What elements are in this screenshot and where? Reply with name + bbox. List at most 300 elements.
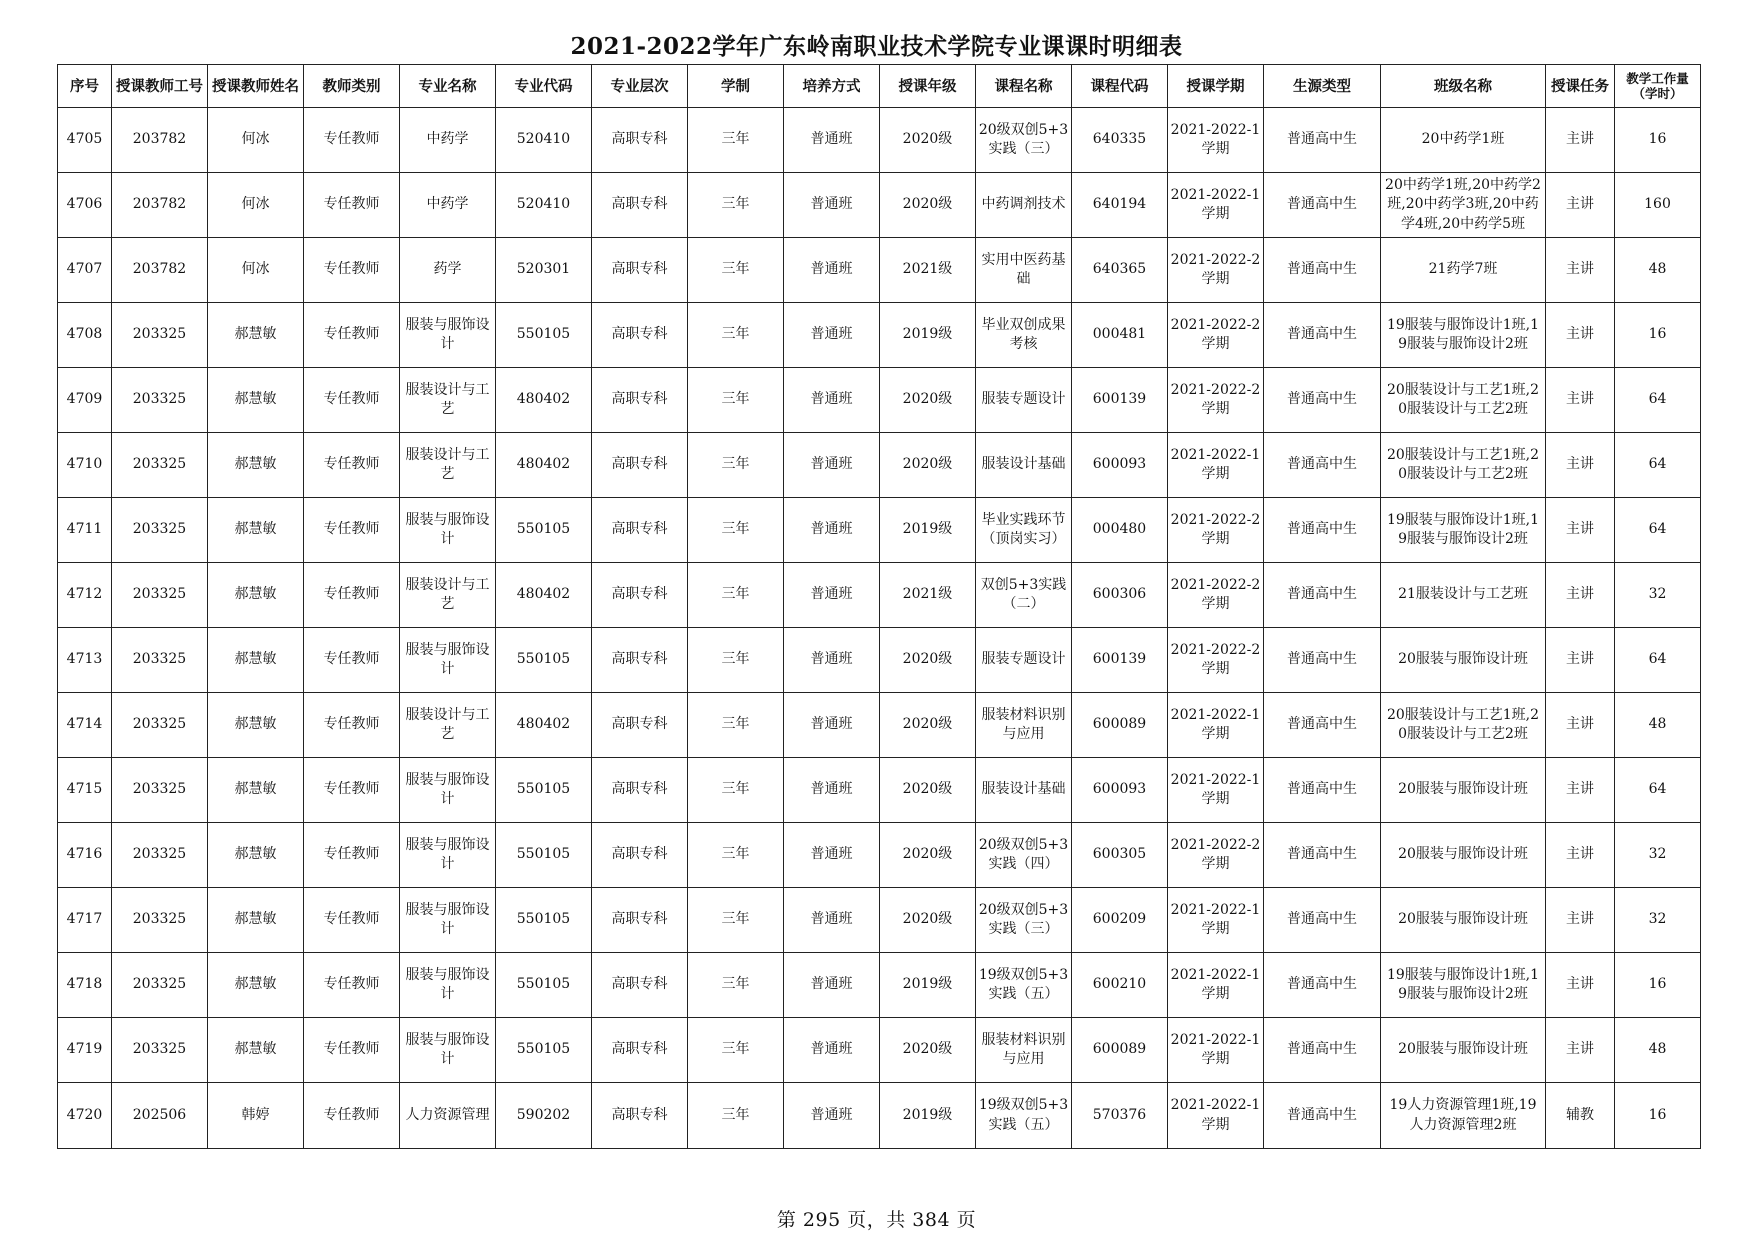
table-cell <box>496 238 592 303</box>
table-cell <box>784 823 880 888</box>
cell-text: 普通班 <box>810 586 853 603</box>
table-cell <box>208 108 304 173</box>
cell-text: 2021级 <box>902 261 953 278</box>
table-cell <box>1072 758 1168 823</box>
table-row <box>58 303 1701 368</box>
table-cell <box>208 628 304 693</box>
table-cell <box>688 758 784 823</box>
cell-text: 2021-2022-2学期 <box>1170 251 1261 287</box>
cell-text: 550105 <box>516 521 571 538</box>
cell-text: 520410 <box>516 196 571 213</box>
table-cell <box>400 303 496 368</box>
cell-text: 普通高中生 <box>1287 261 1357 278</box>
cell-text: 主讲 <box>1566 456 1594 473</box>
cell-text: 服装与服饰设计 <box>405 1031 490 1067</box>
table-cell <box>880 173 976 238</box>
table-cell <box>784 758 880 823</box>
table-cell <box>208 1018 304 1083</box>
table-cell <box>1264 303 1381 368</box>
table-cell <box>1264 888 1381 953</box>
table-cell <box>1381 108 1546 173</box>
table-row <box>58 1083 1701 1149</box>
cell-text: 2021-2022-2学期 <box>1170 836 1261 872</box>
table-row <box>58 888 1701 953</box>
table-cell <box>112 888 208 953</box>
cell-text: 20服装与服饰设计班 <box>1398 781 1528 798</box>
header-row <box>58 65 1701 108</box>
column-header: 专业层次 <box>592 65 688 108</box>
table-cell <box>400 953 496 1018</box>
cell-text: 203782 <box>132 196 187 213</box>
cell-text: 主讲 <box>1566 326 1594 343</box>
table-cell <box>1546 238 1615 303</box>
cell-text: 16 <box>1648 976 1667 993</box>
table-cell <box>112 1018 208 1083</box>
cell-text: 毕业实践环节（顶岗实习） <box>981 511 1066 547</box>
cell-text: 4713 <box>66 651 103 668</box>
cell-text: 普通高中生 <box>1287 521 1357 538</box>
table-cell <box>208 303 304 368</box>
table-cell <box>304 628 400 693</box>
cell-text: 2021-2022-2学期 <box>1170 381 1261 417</box>
table-cell <box>1168 108 1264 173</box>
cell-text: 16 <box>1648 326 1667 343</box>
cell-text: 普通班 <box>810 976 853 993</box>
cell-text: 普通高中生 <box>1287 391 1357 408</box>
table-cell <box>1264 563 1381 628</box>
cell-text: 高职专科 <box>611 976 668 993</box>
table-cell <box>880 1083 976 1149</box>
table-cell <box>688 368 784 433</box>
table-cell <box>1546 953 1615 1018</box>
table-cell <box>976 628 1072 693</box>
cell-text: 550105 <box>516 326 571 343</box>
table-cell <box>1072 823 1168 888</box>
cell-text: 郝慧敏 <box>234 1041 277 1058</box>
table-cell <box>1381 823 1546 888</box>
cell-text: 专任教师 <box>323 781 380 798</box>
table-cell <box>400 1018 496 1083</box>
cell-text: 普通高中生 <box>1287 976 1357 993</box>
table-cell <box>400 433 496 498</box>
cell-text: 郝慧敏 <box>234 651 277 668</box>
cell-text: 600305 <box>1092 846 1147 863</box>
cell-text: 服装材料识别与应用 <box>981 706 1066 742</box>
table-cell <box>784 498 880 563</box>
cell-text: 550105 <box>516 651 571 668</box>
table-cell <box>1264 238 1381 303</box>
cell-text: 600209 <box>1092 911 1147 928</box>
cell-text: 郝慧敏 <box>234 911 277 928</box>
cell-text: 主讲 <box>1566 716 1594 733</box>
table-cell <box>880 303 976 368</box>
cell-text: 2021-2022-1学期 <box>1170 901 1261 937</box>
table-cell <box>208 758 304 823</box>
table-cell <box>1615 628 1701 693</box>
cell-text: 主讲 <box>1566 1041 1594 1058</box>
cell-text: 2019级 <box>902 1106 953 1123</box>
cell-text: 普通班 <box>810 456 853 473</box>
cell-text: 专任教师 <box>323 456 380 473</box>
cell-text: 三年 <box>721 326 750 343</box>
cell-text: 2021-2022-1学期 <box>1170 186 1261 222</box>
cell-text: 4709 <box>66 391 103 408</box>
table-cell <box>688 888 784 953</box>
cell-text: 主讲 <box>1566 391 1594 408</box>
table-cell <box>304 433 400 498</box>
cell-text: 600210 <box>1092 976 1147 993</box>
table-cell <box>880 693 976 758</box>
table-cell <box>1546 823 1615 888</box>
cell-text: 韩婷 <box>241 1106 270 1123</box>
cell-text: 2020级 <box>902 456 953 473</box>
table-cell <box>1615 563 1701 628</box>
table-cell <box>688 498 784 563</box>
table-cell <box>784 108 880 173</box>
cell-text: 郝慧敏 <box>234 716 277 733</box>
cell-text: 高职专科 <box>611 521 668 538</box>
cell-text: 203325 <box>132 326 187 343</box>
table-cell <box>976 303 1072 368</box>
cell-text: 普通班 <box>810 1041 853 1058</box>
cell-text: 520301 <box>516 261 571 278</box>
table-cell <box>1264 108 1381 173</box>
cell-text: 郝慧敏 <box>234 781 277 798</box>
table-cell <box>304 563 400 628</box>
cell-text: 专任教师 <box>323 586 380 603</box>
table-cell <box>1546 1018 1615 1083</box>
table-row <box>58 1018 1701 1083</box>
table-cell <box>58 238 112 303</box>
cell-text: 主讲 <box>1566 196 1594 213</box>
table-cell <box>1072 238 1168 303</box>
cell-text: 000481 <box>1092 326 1147 343</box>
table-cell <box>400 563 496 628</box>
table-cell <box>1615 693 1701 758</box>
cell-text: 48 <box>1648 261 1667 278</box>
cell-text: 服装专题设计 <box>981 391 1066 408</box>
cell-text: 人力资源管理 <box>405 1106 490 1123</box>
cell-text: 203782 <box>132 261 187 278</box>
table-cell <box>592 1018 688 1083</box>
table-cell <box>1168 303 1264 368</box>
column-header: 培养方式 <box>784 65 880 108</box>
table-cell <box>1546 498 1615 563</box>
table-cell <box>58 953 112 1018</box>
table-cell <box>400 758 496 823</box>
cell-text: 三年 <box>721 781 750 798</box>
cell-text: 2020级 <box>902 196 953 213</box>
table-cell <box>112 1083 208 1149</box>
table-cell <box>1381 953 1546 1018</box>
cell-text: 辅教 <box>1566 1106 1594 1123</box>
table-cell <box>496 823 592 888</box>
cell-text: 203325 <box>132 456 187 473</box>
cell-text: 20服装设计与工艺1班,20服装设计与工艺2班 <box>1386 706 1540 742</box>
cell-text: 4712 <box>66 586 103 603</box>
table-cell <box>58 693 112 758</box>
cell-text: 32 <box>1648 846 1667 863</box>
table-cell <box>496 173 592 238</box>
table-cell <box>400 368 496 433</box>
table-cell <box>58 823 112 888</box>
table-cell <box>688 563 784 628</box>
cell-text: 普通高中生 <box>1287 456 1357 473</box>
cell-text: 160 <box>1644 196 1671 213</box>
table-cell <box>58 108 112 173</box>
cell-text: 三年 <box>721 521 750 538</box>
cell-text: 19级双创5+3实践（五） <box>978 1097 1069 1133</box>
table-row <box>58 433 1701 498</box>
column-header: 生源类型 <box>1264 65 1381 108</box>
cell-text: 专任教师 <box>323 651 380 668</box>
cell-text: 2020级 <box>902 131 953 148</box>
table-cell <box>784 1018 880 1083</box>
cell-text: 480402 <box>516 456 571 473</box>
table-cell <box>1381 498 1546 563</box>
table-cell <box>208 823 304 888</box>
table-cell <box>1072 628 1168 693</box>
column-header: 教学工作量（学时） <box>1615 65 1701 108</box>
cell-text: 普通高中生 <box>1287 911 1357 928</box>
table-cell <box>1546 628 1615 693</box>
cell-text: 高职专科 <box>611 1106 668 1123</box>
table-cell <box>1168 693 1264 758</box>
table-cell <box>1168 1083 1264 1149</box>
table-cell <box>976 888 1072 953</box>
cell-text: 2021-2022-1学期 <box>1170 1031 1261 1067</box>
table-cell <box>784 563 880 628</box>
cell-text: 主讲 <box>1566 521 1594 538</box>
cell-text: 640194 <box>1092 196 1147 213</box>
cell-text: 16 <box>1648 1106 1667 1123</box>
table-cell <box>1168 433 1264 498</box>
cell-text: 高职专科 <box>611 196 668 213</box>
cell-text: 高职专科 <box>611 326 668 343</box>
table-cell <box>592 693 688 758</box>
cell-text: 600093 <box>1092 456 1147 473</box>
table-cell <box>784 368 880 433</box>
cell-text: 三年 <box>721 261 750 278</box>
table-cell <box>1168 498 1264 563</box>
table-cell <box>1546 1083 1615 1149</box>
cell-text: 550105 <box>516 911 571 928</box>
cell-text: 专任教师 <box>323 976 380 993</box>
cell-text: 2020级 <box>902 911 953 928</box>
cell-text: 4706 <box>66 196 103 213</box>
cell-text: 203325 <box>132 781 187 798</box>
cell-text: 专任教师 <box>323 911 380 928</box>
table-cell <box>784 433 880 498</box>
cell-text: 2021-2022-2学期 <box>1170 316 1261 352</box>
cell-text: 2019级 <box>902 976 953 993</box>
table-cell <box>880 758 976 823</box>
cell-text: 主讲 <box>1566 586 1594 603</box>
cell-text: 64 <box>1648 521 1667 538</box>
table-row <box>58 758 1701 823</box>
table-cell <box>880 368 976 433</box>
cell-text: 郝慧敏 <box>234 521 277 538</box>
table-cell <box>112 433 208 498</box>
cell-text: 普通班 <box>810 651 853 668</box>
table-cell <box>1546 693 1615 758</box>
table-cell <box>1168 368 1264 433</box>
cell-text: 590202 <box>516 1106 571 1123</box>
table-cell <box>58 1083 112 1149</box>
cell-text: 203325 <box>132 651 187 668</box>
table-cell <box>496 1083 592 1149</box>
cell-text: 20级双创5+3实践（三） <box>978 901 1069 937</box>
cell-text: 19人力资源管理1班,19人力资源管理2班 <box>1389 1097 1537 1133</box>
cell-text: 高职专科 <box>611 651 668 668</box>
table-cell <box>304 173 400 238</box>
table-cell <box>1615 368 1701 433</box>
cell-text: 2020级 <box>902 846 953 863</box>
cell-text: 19服装与服饰设计1班,19服装与服饰设计2班 <box>1386 511 1540 547</box>
column-header: 授课任务 <box>1546 65 1615 108</box>
table-body <box>58 108 1701 1149</box>
table-row <box>58 823 1701 888</box>
table-cell <box>1264 953 1381 1018</box>
table-cell <box>1072 953 1168 1018</box>
cell-text: 21服装设计与工艺班 <box>1398 586 1528 603</box>
cell-text: 21药学7班 <box>1428 261 1498 278</box>
table-cell <box>1615 173 1701 238</box>
cell-text: 服装与服饰设计 <box>405 836 490 872</box>
cell-text: 专任教师 <box>323 131 380 148</box>
cell-text: 20中药学1班 <box>1421 131 1505 148</box>
cell-text: 中药学 <box>426 131 469 148</box>
cell-text: 20服装与服饰设计班 <box>1398 846 1528 863</box>
table-cell <box>304 888 400 953</box>
table-cell <box>592 888 688 953</box>
table-cell <box>304 303 400 368</box>
cell-text: 主讲 <box>1566 846 1594 863</box>
table-cell <box>1072 563 1168 628</box>
cell-text: 三年 <box>721 586 750 603</box>
table-cell <box>400 693 496 758</box>
cell-text: 专任教师 <box>323 716 380 733</box>
cell-text: 普通班 <box>810 521 853 538</box>
cell-text: 三年 <box>721 456 750 473</box>
table-cell <box>1168 1018 1264 1083</box>
cell-text: 普通高中生 <box>1287 651 1357 668</box>
cell-text: 服装设计基础 <box>981 456 1066 473</box>
table-cell <box>58 173 112 238</box>
table-cell <box>1546 563 1615 628</box>
cell-text: 主讲 <box>1566 976 1594 993</box>
cell-text: 4720 <box>66 1106 103 1123</box>
table-cell <box>688 1018 784 1083</box>
cell-text: 2020级 <box>902 651 953 668</box>
cell-text: 普通班 <box>810 326 853 343</box>
table-cell <box>58 303 112 368</box>
cell-text: 药学 <box>433 261 462 278</box>
cell-text: 20服装设计与工艺1班,20服装设计与工艺2班 <box>1386 381 1540 417</box>
cell-text: 高职专科 <box>611 846 668 863</box>
cell-text: 主讲 <box>1566 651 1594 668</box>
cell-text: 普通高中生 <box>1287 1106 1357 1123</box>
cell-text: 4714 <box>66 716 103 733</box>
table-cell <box>1615 433 1701 498</box>
table-cell <box>688 108 784 173</box>
column-header: 序号 <box>58 65 112 108</box>
cell-text: 三年 <box>721 716 750 733</box>
table-row <box>58 628 1701 693</box>
cell-text: 203325 <box>132 716 187 733</box>
table-cell <box>880 628 976 693</box>
table-cell <box>208 368 304 433</box>
table-cell <box>304 823 400 888</box>
table-cell <box>880 433 976 498</box>
table-cell <box>208 888 304 953</box>
table-cell <box>1546 888 1615 953</box>
table-cell <box>592 823 688 888</box>
table-cell <box>112 628 208 693</box>
table-cell <box>1264 433 1381 498</box>
table-cell <box>1072 433 1168 498</box>
table-cell <box>58 368 112 433</box>
cell-text: 20中药学1班,20中药学2班,20中药学3班,20中药学4班,20中药学5班 <box>1385 176 1541 232</box>
table-cell <box>496 628 592 693</box>
table-cell <box>880 498 976 563</box>
cell-text: 4715 <box>66 781 103 798</box>
table-cell <box>1381 1083 1546 1149</box>
table-cell <box>592 368 688 433</box>
table-cell <box>688 628 784 693</box>
table-cell <box>976 433 1072 498</box>
table-cell <box>688 1083 784 1149</box>
cell-text: 普通班 <box>810 391 853 408</box>
table-cell <box>1264 823 1381 888</box>
table-cell <box>1615 498 1701 563</box>
table-cell <box>1615 888 1701 953</box>
table-cell <box>1168 888 1264 953</box>
table-cell <box>58 1018 112 1083</box>
cell-text: 高职专科 <box>611 911 668 928</box>
cell-text: 三年 <box>721 651 750 668</box>
table-cell <box>58 498 112 563</box>
table-cell <box>208 953 304 1018</box>
cell-text: 600089 <box>1092 716 1147 733</box>
table-cell <box>1615 108 1701 173</box>
cell-text: 203782 <box>132 131 187 148</box>
cell-text: 203325 <box>132 846 187 863</box>
cell-text: 普通高中生 <box>1287 586 1357 603</box>
table-cell <box>1072 173 1168 238</box>
cell-text: 203325 <box>132 586 187 603</box>
table-cell <box>496 368 592 433</box>
cell-text: 高职专科 <box>611 586 668 603</box>
cell-text: 郝慧敏 <box>234 846 277 863</box>
table-cell <box>688 823 784 888</box>
cell-text: 2021-2022-1学期 <box>1170 446 1261 482</box>
cell-text: 三年 <box>721 196 750 213</box>
table-cell <box>1546 368 1615 433</box>
cell-text: 普通班 <box>810 261 853 278</box>
table-cell <box>1615 758 1701 823</box>
table-cell <box>592 173 688 238</box>
cell-text: 三年 <box>721 1041 750 1058</box>
cell-text: 郝慧敏 <box>234 391 277 408</box>
column-header: 授课教师工号 <box>112 65 208 108</box>
cell-text: 2020级 <box>902 781 953 798</box>
cell-text: 中药学 <box>426 196 469 213</box>
table-cell <box>976 953 1072 1018</box>
cell-text: 三年 <box>721 131 750 148</box>
table-cell <box>1264 758 1381 823</box>
cell-text: 服装设计与工艺 <box>405 576 490 612</box>
